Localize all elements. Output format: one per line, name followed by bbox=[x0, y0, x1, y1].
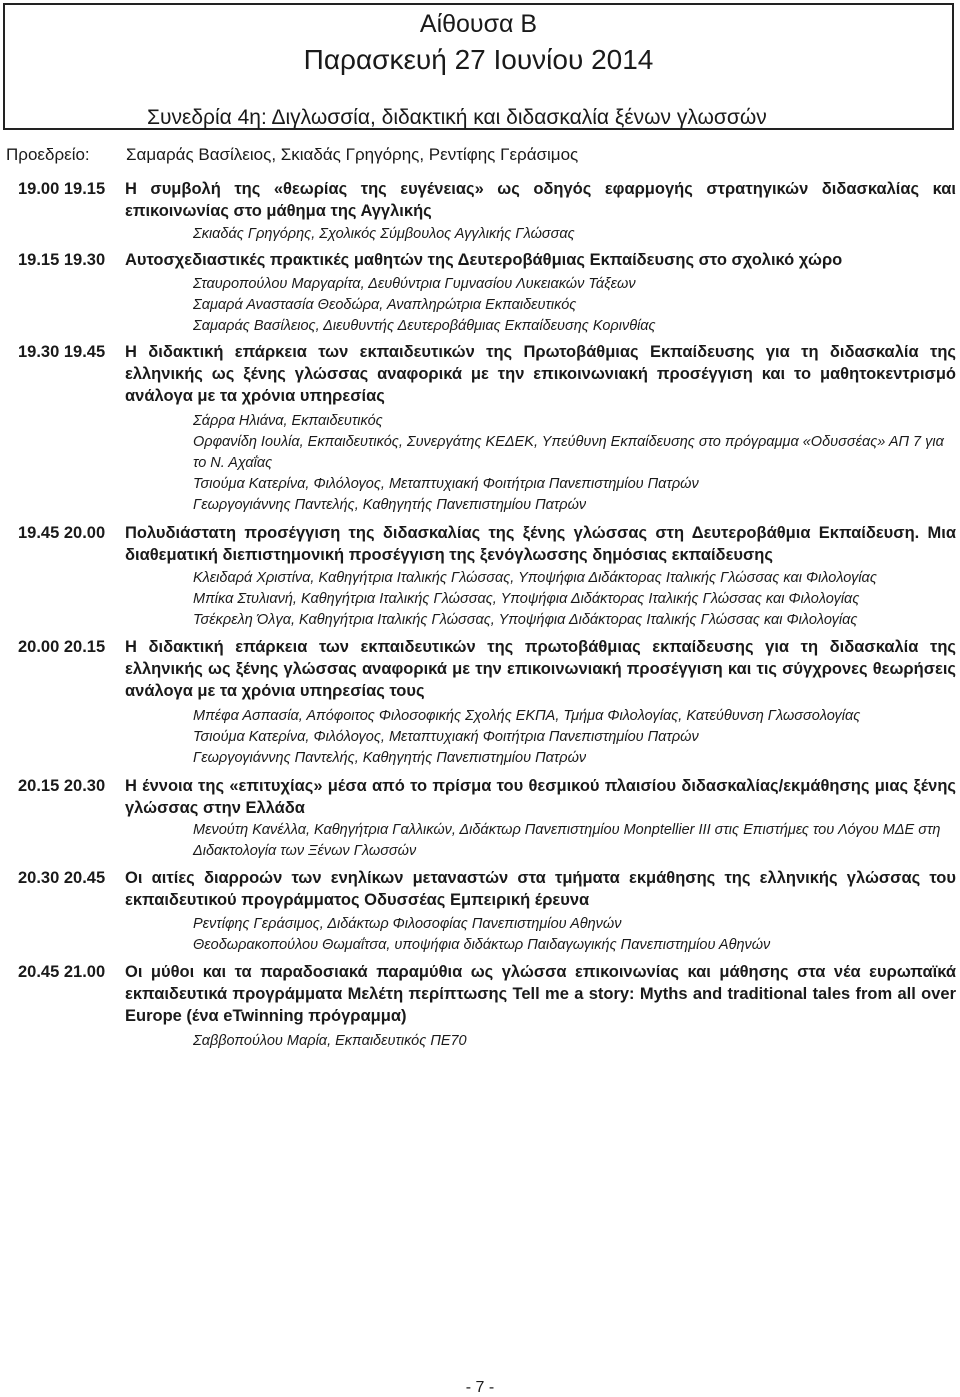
session-title: Συνεδρία 4η: Διγλωσσία, διδακτική και διδασκαλία ξένων γλωσσών bbox=[147, 106, 767, 129]
author-line: Κλειδαρά Χριστίνα, Καθηγήτρια Ιταλικής Γλώσσας, Υποψήφια Διδάκτορας Ιταλικής Γλώσσας και Φιλολογίας bbox=[193, 570, 877, 586]
talk-time: 20.30 20.45 bbox=[18, 869, 106, 887]
author-line: Τσιούμα Κατερίνα, Φιλόλογος, Μεταπτυχιακή Φοιτήτρια Πανεπιστημίου Πατρών bbox=[193, 476, 699, 492]
talk-title: Αυτοσχεδιαστικές πρακτικές μαθητών της Δευτεροβάθμιας Εκπαίδευσης στο σχολικό χώρο bbox=[125, 251, 843, 269]
talk-time: 20.00 20.15 bbox=[18, 638, 106, 656]
talk-title: Πολυδιάστατη προσέγγιση της διδασκαλίας της ξένης γλώσσας στη Δευτεροβάθμια Εκπαίδευση. Μια διαθεματική διεπιστημονική προσέγγιση της ξενόγλωσσης δημόσιας εκπαίδευσης bbox=[125, 524, 956, 564]
talk-authors bbox=[193, 820, 958, 862]
header-box bbox=[3, 3, 954, 130]
author-line: Σκιαδάς Γρηγόρης, Σχολικός Σύμβουλος Αγγλικής Γλώσσας bbox=[193, 226, 575, 242]
author-line: Ορφανίδη Ιουλία, Εκπαιδευτικός, Συνεργάτης ΚΕΔΕΚ, Υπεύθυνη Εκπαίδευσης στο πρόγραμμα «Οδυσσέας» ΑΠ 7 για το Ν. Αχαΐας bbox=[193, 434, 944, 471]
room-title: Αίθουσα Β bbox=[419, 10, 538, 38]
author-line: Σαββοπούλου Μαρία, Εκπαιδευτικός ΠΕ70 bbox=[193, 1033, 467, 1049]
talk-authors bbox=[193, 706, 958, 769]
author-line: Γεωργογιάννης Παντελής, Καθηγητής Πανεπιστημίου Πατρών bbox=[193, 750, 587, 766]
author-line: Τσέκρελη Όλγα, Καθηγήτρια Ιταλικής Γλώσσας, Υποψήφια Διδάκτορας Ιταλικής Γλώσσας και Φιλολογίας bbox=[193, 612, 858, 628]
author-line: Μπίκα Στυλιανή, Καθηγήτρια Ιταλικής Γλώσσας, Υποψήφια Διδάκτορας Ιταλικής Γλώσσας και Φιλολογίας bbox=[193, 591, 860, 607]
talk-time: 19.00 19.15 bbox=[18, 180, 106, 198]
author-line: Τσιούμα Κατερίνα, Φιλόλογος, Μεταπτυχιακή Φοιτήτρια Πανεπιστημίου Πατρών bbox=[193, 729, 699, 745]
author-line: Μενούτη Κανέλλα, Καθηγήτρια Γαλλικών, Διδάκτωρ Πανεπιστημίου Monptellier III στις Επιστήμες του Λόγου ΜΔΕ στη Διδακτολογία των Ξένων Γλωσσών bbox=[193, 822, 941, 859]
page-number: - 7 - bbox=[465, 1379, 495, 1396]
talk-authors bbox=[193, 1031, 958, 1052]
talk-authors bbox=[193, 411, 958, 516]
talk-time: 19.30 19.45 bbox=[18, 343, 106, 361]
talk-time: 20.15 20.30 bbox=[18, 777, 106, 795]
author-line: Σάρρα Ηλιάνα, Εκπαιδευτικός bbox=[193, 413, 383, 429]
author-line: Γεωργογιάννης Παντελής, Καθηγητής Πανεπιστημίου Πατρών bbox=[193, 497, 587, 513]
author-line: Μπέφα Ασπασία, Απόφοιτος Φιλοσοφικής Σχολής ΕΚΠΑ, Τμήμα Φιλολογίας, Κατεύθυνση Γλωσσολογίας bbox=[193, 708, 861, 724]
talk-authors bbox=[193, 274, 958, 337]
talk-title: Η έννοια της «επιτυχίας» μέσα από το πρίσμα του θεσμικού πλαισίου διδασκαλίας/εκμάθησης μιας ξένης γλώσσας στην Ελλάδα bbox=[125, 777, 956, 817]
talk-title: Η διδακτική επάρκεια των εκπαιδευτικών της πρωτοβάθμιας εκπαίδευσης για τη διδασκαλία της ελληνικής ως ξένης γλώσσας αναφορικά με την επικοινωνιακή προσέγγιση και τις σύγχρονες θεωρήσεις ανάλογα με τα χρόνια υπηρεσίας τους bbox=[125, 638, 956, 700]
talk-time: 19.15 19.30 bbox=[18, 251, 106, 269]
author-line: Σταυροπούλου Μαργαρίτα, Δευθύντρια Γυμνασίου Λυκειακών Τάξεων bbox=[193, 276, 636, 292]
date-title: Παρασκευή 27 Ιουνίου 2014 bbox=[303, 44, 654, 75]
talk-authors bbox=[193, 914, 958, 956]
talk-title: Η διδακτική επάρκεια των εκπαιδευτικών της Πρωτοβάθμιας Εκπαίδευσης για τη διδασκαλία της ελληνικής ως ξένης γλώσσας αναφορικά με την επικοινωνιακή προσέγγιση και το μαθητοκεντρισμό ανάλογα με τα χρόνια υπηρεσίας bbox=[125, 343, 956, 405]
talk-authors bbox=[193, 568, 958, 631]
author-line: Σαμαράς Βασίλειος, Διευθυντής Δευτεροβάθμιας Εκπαίδευσης Κορινθίας bbox=[193, 318, 656, 334]
chairs-names: Σαμαράς Βασίλειος, Σκιαδάς Γρηγόρης, Ρεντίφης Γεράσιμος bbox=[126, 145, 579, 164]
chairs-label: Προεδρείο: bbox=[6, 145, 90, 164]
author-line: Σαμαρά Αναστασία Θεοδώρα, Αναπληρώτρια Εκπαιδευτικός bbox=[193, 297, 577, 313]
talk-authors bbox=[193, 224, 958, 245]
talk-time: 19.45 20.00 bbox=[18, 524, 106, 542]
talk-title: Η συμβολή της «θεωρίας της ευγένειας» ως οδηγός εφαρμογής στρατηγικών διδασκαλίας και επικοινωνίας στο μάθημα της Αγγλικής bbox=[125, 180, 956, 220]
talk-time: 20.45 21.00 bbox=[18, 963, 106, 981]
talk-title: Οι αιτίες διαρροών των ενηλίκων μεταναστών στα τμήματα εκμάθησης της ελληνικής γλώσσας του εκπαιδευτικού προγράμματος Οδυσσέας Εμπειρική έρευνα bbox=[125, 869, 956, 909]
author-line: Θεοδωρακοπούλου Θωμαΐτσα, υποψήφια διδάκτωρ Παιδαγωγικής Πανεπιστημίου Αθηνών bbox=[193, 937, 771, 953]
talk-title: Οι μύθοι και τα παραδοσιακά παραμύθια ως γλώσσα επικοινωνίας και μάθησης στα νέα ευρωπαϊκά εκπαιδευτικά προγράμματα Μελέτη περίπτωσης Tell me a story: Myths and traditional tales from all over Europe (ένα eTwinning πρόγραμμα) bbox=[125, 963, 956, 1025]
author-line: Ρεντίφης Γεράσιμος, Διδάκτωρ Φιλοσοφίας Πανεπιστημίου Αθηνών bbox=[193, 916, 622, 932]
